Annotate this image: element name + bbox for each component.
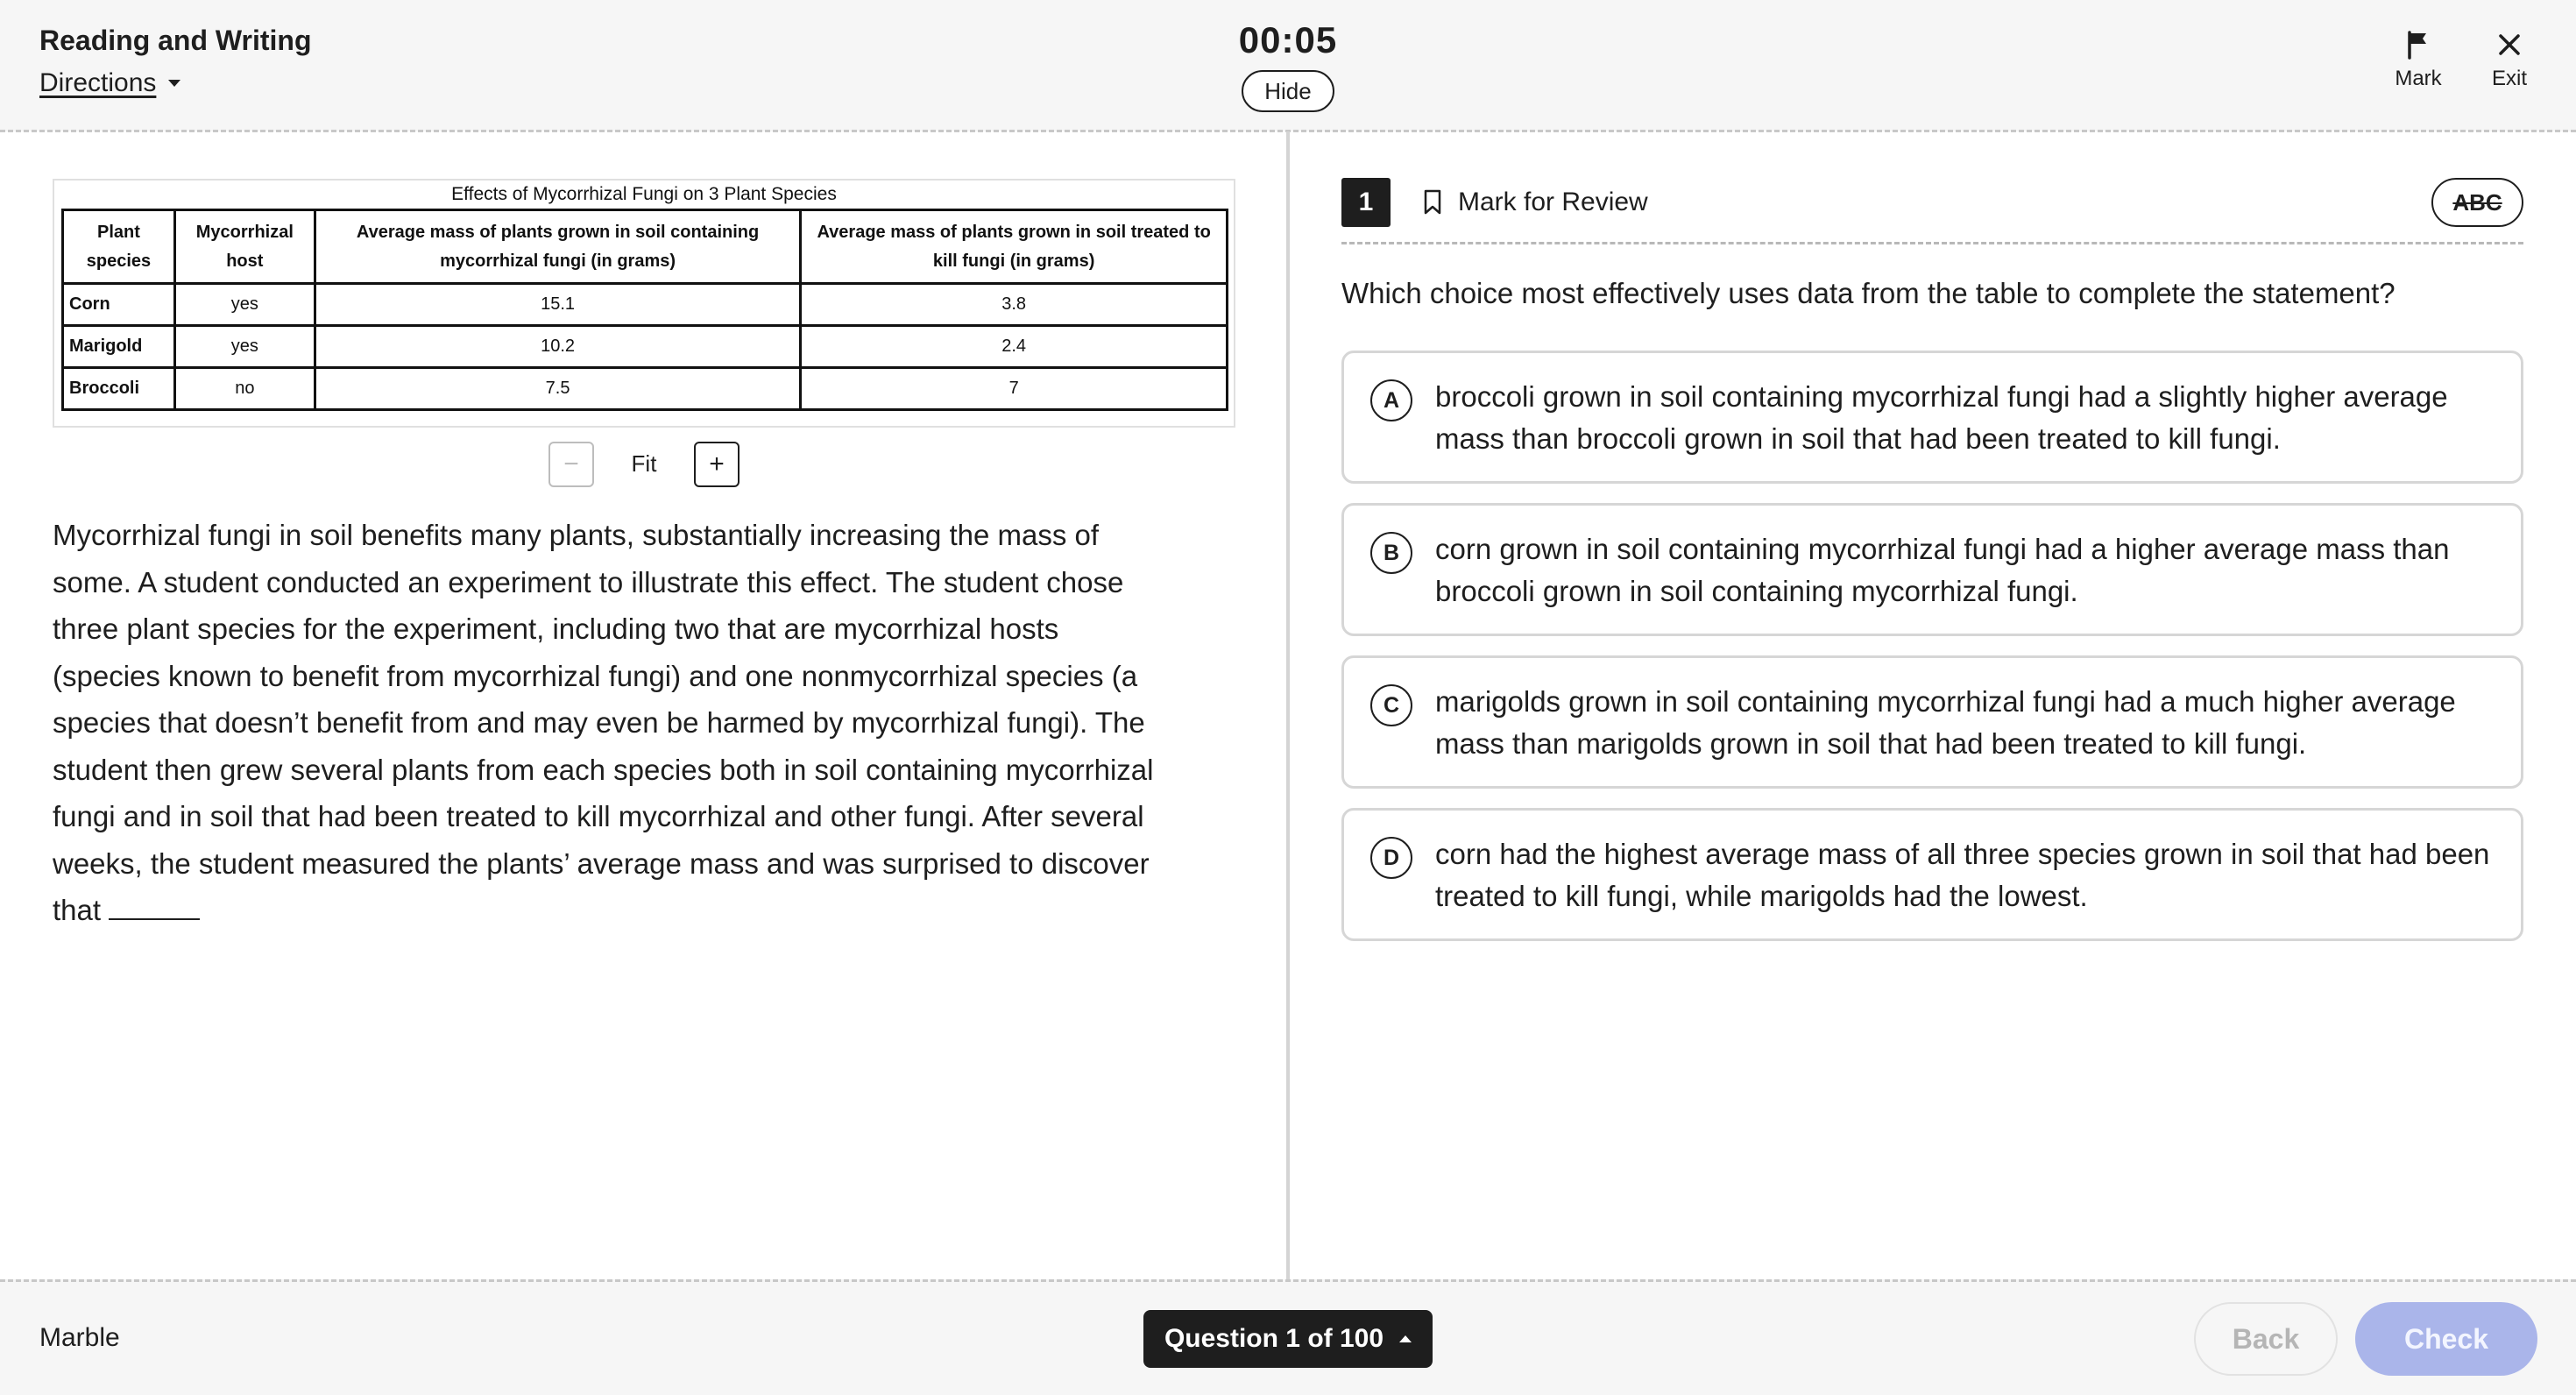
choice-text: marigolds grown in soil containing mycorrhizal fungi had a much higher average mass than marigolds grown in soil that had been treated to kill fungi.: [1435, 685, 2456, 760]
directions-label: Directions: [39, 68, 157, 97]
passage-body: Mycorrhizal fungi in soil benefits many plants, substantially increasing the mass of some. A student conducted an experiment to illustrate this effect. The student chose three plant species for the experiment, including two that are mycorrhizal hosts (species known to benefit from mycorrhizal fungi) and one nonmycorrhizal species (a species that doesn’t benefit from and may even be harmed by mycorrhizal fungi). The student then grew several plants from each species both in soil containing mycorrhizal fungi and in soil that had been treated to kill mycorrhizal and other fungi. After several weeks, the student measured the plants’ average mass and was surprised to discover that: [53, 519, 1154, 926]
choice-text: broccoli grown in soil containing mycorrhizal fungi had a slightly higher average mass than broccoli grown in soil that had been treated to kill fungi.: [1435, 380, 2448, 455]
mark-for-review-label: Mark for Review: [1458, 188, 1648, 216]
question-navigator-label: Question 1 of 100: [1164, 1324, 1384, 1353]
choice-text: corn grown in soil containing mycorrhizal fungi had a higher average mass than broccoli grown in soil containing mycorrhizal fungi.: [1435, 533, 2450, 607]
table-cell: 7: [801, 368, 1228, 410]
table-cell: 7.5: [315, 368, 801, 410]
check-button[interactable]: Check: [2355, 1302, 2537, 1376]
table-header-cell: Average mass of plants grown in soil treated to kill fungi (in grams): [801, 210, 1228, 284]
zoom-out-button[interactable]: −: [548, 442, 594, 487]
zoom-in-button[interactable]: +: [694, 442, 740, 487]
table-cell: 2.4: [801, 326, 1228, 368]
mark-label: Mark: [2395, 67, 2442, 90]
table-row: [63, 368, 1228, 410]
passage-text: [53, 512, 1174, 934]
table-cell: 10.2: [315, 326, 801, 368]
panel-divider[interactable]: [1286, 131, 1290, 1279]
answer-choice-c[interactable]: [1341, 655, 2523, 789]
caret-down-icon: [168, 80, 180, 87]
data-table-figure: [53, 179, 1235, 428]
exit-button[interactable]: [2485, 30, 2534, 91]
zoom-controls: [548, 442, 740, 487]
table-cell: Marigold: [63, 326, 175, 368]
mark-for-review-button[interactable]: [1423, 188, 1648, 217]
answer-eliminator-toggle[interactable]: ABC: [2431, 178, 2523, 227]
choice-letter: B: [1370, 532, 1412, 574]
hide-timer-button[interactable]: Hide: [1242, 70, 1334, 112]
mark-button[interactable]: [2390, 30, 2446, 91]
table-cell: no: [174, 368, 315, 410]
flag-icon: [2405, 30, 2431, 60]
choice-letter: D: [1370, 837, 1412, 879]
caret-up-icon: [1399, 1335, 1412, 1342]
question-prompt: Which choice most effectively uses data from the table to complete the statement?: [1341, 277, 2396, 309]
choice-letter: A: [1370, 379, 1412, 421]
close-icon: [2496, 30, 2523, 60]
user-name: Marble: [39, 1323, 120, 1352]
back-button[interactable]: Back: [2194, 1302, 2338, 1376]
question-navigator-button[interactable]: [1143, 1310, 1433, 1368]
answer-choice-a[interactable]: [1341, 351, 2523, 484]
footer-divider: [0, 1279, 2576, 1282]
question-header-divider: [1341, 242, 2523, 244]
table-cell: 3.8: [801, 284, 1228, 326]
table-cell: yes: [174, 284, 315, 326]
table-cell: Corn: [63, 284, 175, 326]
choice-letter: C: [1370, 684, 1412, 726]
section-title: Reading and Writing: [39, 25, 312, 56]
choice-text: corn had the highest average mass of all three species grown in soil that had been treated to kill fungi, while marigolds had the lowest.: [1435, 838, 2490, 912]
answer-choice-d[interactable]: [1341, 808, 2523, 941]
data-table: [61, 209, 1228, 411]
directions-dropdown[interactable]: [39, 68, 180, 98]
table-caption: Effects of Mycorrhizal Fungi on 3 Plant Species: [451, 184, 837, 204]
table-header-cell: Plant species: [63, 210, 175, 284]
answer-choice-b[interactable]: [1341, 503, 2523, 636]
table-cell: Broccoli: [63, 368, 175, 410]
zoom-fit-label: Fit: [631, 450, 657, 477]
exit-label: Exit: [2491, 67, 2527, 90]
table-cell: 15.1: [315, 284, 801, 326]
table-row: [63, 284, 1228, 326]
timer: 00:05: [1238, 19, 1338, 60]
table-header-cell: Mycorrhizal host: [174, 210, 315, 284]
question-number: 1: [1341, 178, 1391, 227]
bookmark-icon: [1423, 189, 1442, 216]
table-cell: yes: [174, 326, 315, 368]
table-row: [63, 326, 1228, 368]
answer-blank: [109, 918, 200, 920]
table-header-cell: Average mass of plants grown in soil containing mycorrhizal fungi (in grams): [315, 210, 801, 284]
